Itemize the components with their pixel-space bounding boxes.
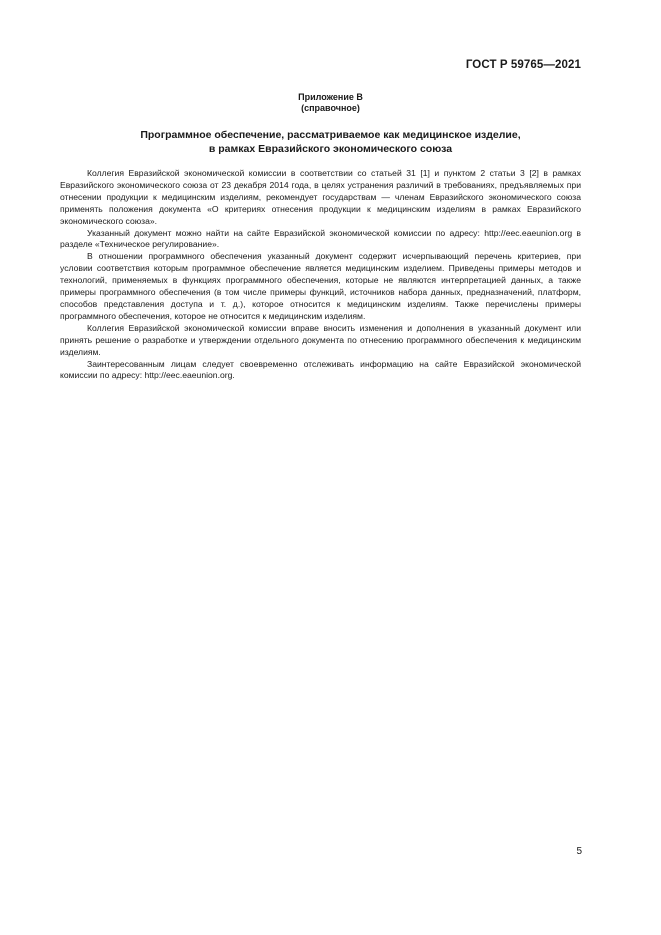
paragraph: Указанный документ можно найти на сайте Евразийской экономической комиссии по адресу: http://eec.eaeunion.org в разделе «Техническое регулирование». <box>60 227 581 250</box>
annex-type: (справочное) <box>301 103 360 113</box>
page-number: 5 <box>576 846 582 857</box>
document-header-id: ГОСТ Р 59765—2021 <box>465 59 581 71</box>
annex-heading <box>0 92 661 114</box>
paragraph: Коллегия Евразийской экономической комиссии вправе вносить изменения и дополнения в указанный документ или принять решение о разработке и утверждении отдельного документа по отнесению программного обеспечения к медицинским изделиям. <box>60 322 581 357</box>
paragraph: Заинтересованным лицам следует своевременно отслеживать информацию на сайте Евразийской экономической комиссии по адресу: http://eec.eaeunion.org. <box>60 358 581 381</box>
annex-title <box>0 129 661 156</box>
body-text <box>60 168 581 382</box>
annex-label: Приложение В <box>298 92 363 102</box>
annex-title-line-1: Программное обеспечение, рассматриваемое как медицинское изделие, <box>140 129 521 141</box>
paragraph: Коллегия Евразийской экономической комиссии в соответствии со статьей 31 [1] и пунктом 2 статьи 3 [2] в рамках Евразийского экономического союза от 23 декабря 2014 года, в целях устранения различий в требованиях, предъявляемых при отнесении продукции к медицинским изделиям, рекомендует государствам — членам Евразийского экономического союза применять положения документа «О критериях отнесения продукции к медицинским изделиям в рамках Евразийского экономического союза». <box>60 168 581 226</box>
annex-title-line-2: в рамках Евразийского экономического союза <box>208 142 453 155</box>
paragraph: В отношении программного обеспечения указанный документ содержит исчерпывающий перечень критериев, при условии соответствия которым программное обеспечение является медицинским изделием. Приведены примеры методов и технологий, применяемых в функциях программного обеспечения, которые не являются интерпретацией данных, а также примеры программного обеспечения (в том числе примеры функций, источников набора данных, предназначений, платформ, способов представления доступа и т. д.), которое относится к медицинским изделиям. Также перечислены примеры программного обеспечения, которое не относится к медицинским изделиям. <box>60 251 581 321</box>
